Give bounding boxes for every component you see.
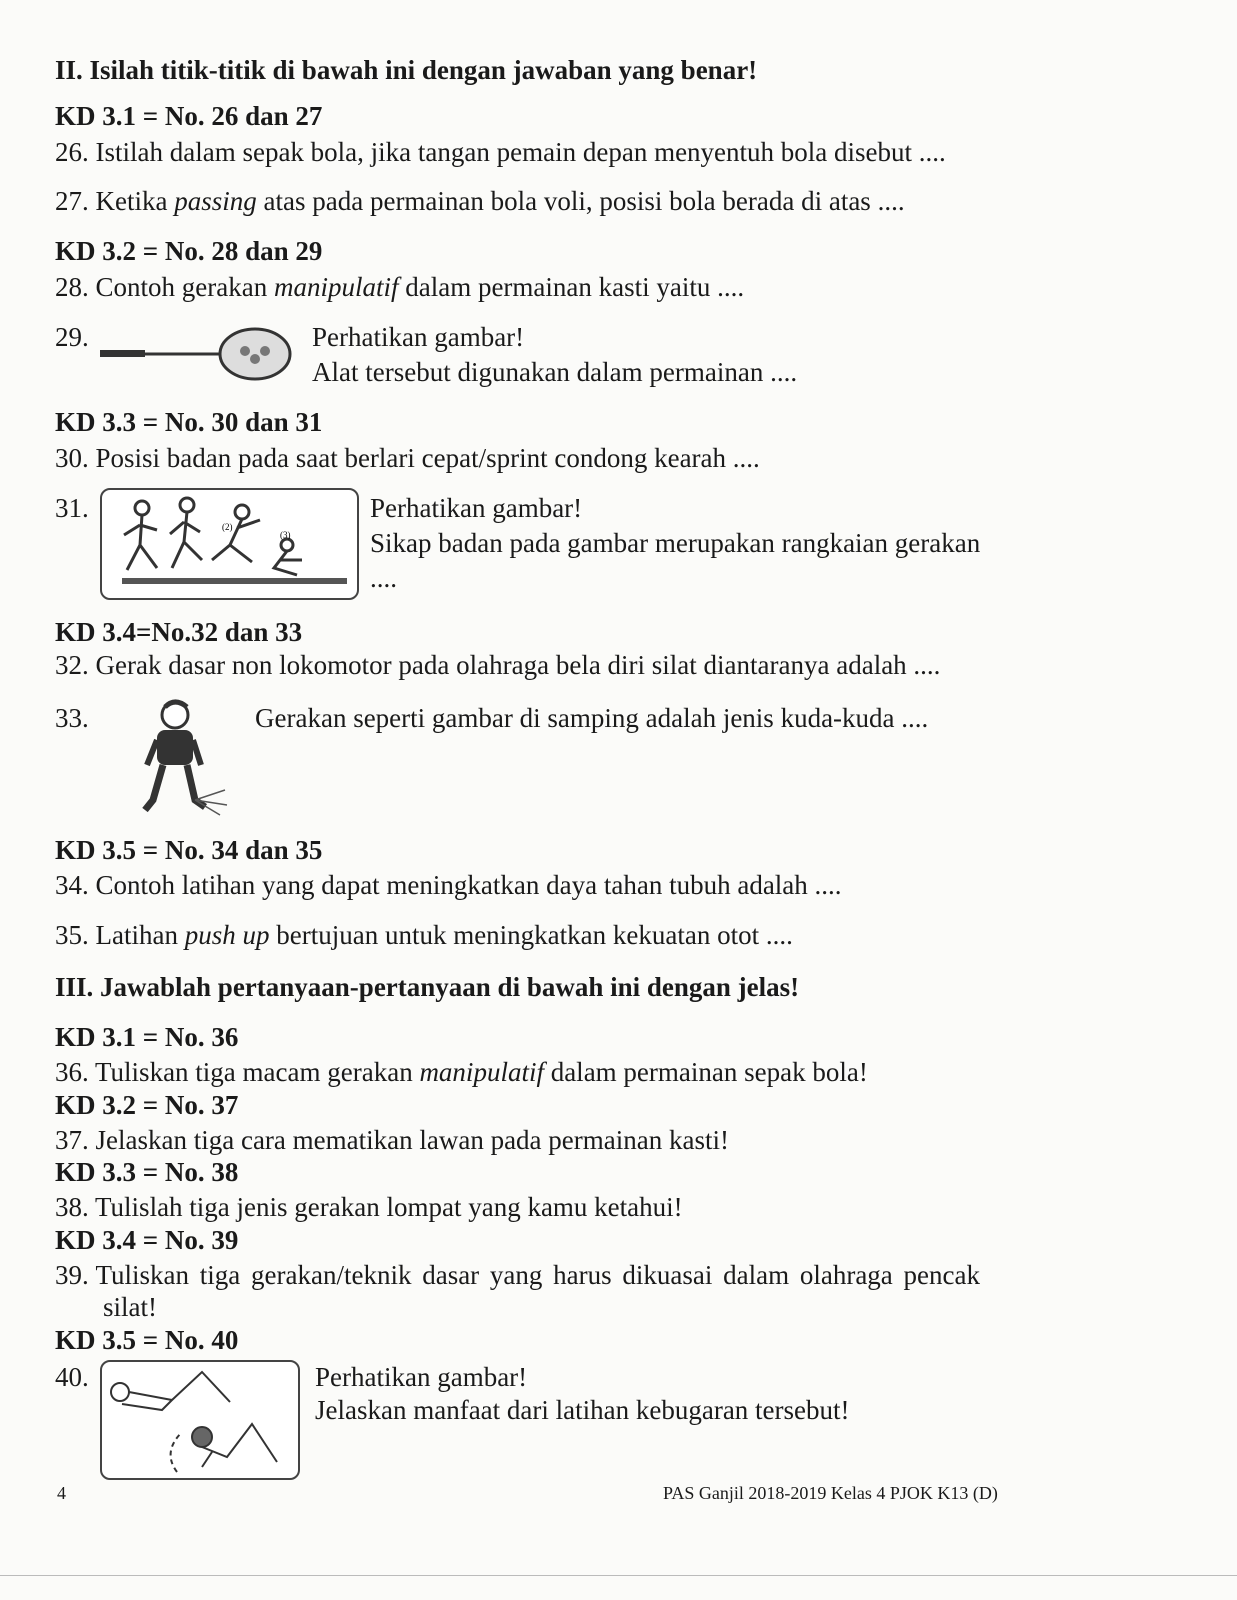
text: Contoh gerakan	[95, 272, 274, 302]
sit-up-image	[100, 1360, 300, 1480]
text: Latihan	[95, 920, 185, 950]
question-number: 35.	[55, 920, 89, 950]
question-30	[55, 442, 760, 474]
question-36	[55, 1056, 868, 1088]
text: dalam permainan kasti yaitu ....	[398, 272, 745, 302]
question-text: Posisi badan pada saat berlari cepat/sprint condong kearah ....	[95, 443, 760, 473]
kd-heading: KD 3.3 = No. 30 dan 31	[55, 407, 323, 437]
kd-heading: KD 3.4 = No. 39	[55, 1225, 239, 1255]
text: Tuliskan tiga macam gerakan	[95, 1057, 420, 1087]
italic-term: passing	[174, 186, 257, 216]
question-40-line2: Jelaskan manfaat dari latihan kebugaran tersebut!	[315, 1395, 850, 1425]
italic-term: manipulatif	[273, 272, 399, 302]
kd-heading: KD 3.1 = No. 26 dan 27	[55, 101, 323, 131]
kd-heading: KD 3.2 = No. 37	[55, 1090, 239, 1120]
question-31-line2: Sikap badan pada gambar merupakan rangkaian gerakan	[370, 528, 981, 558]
question-28	[55, 271, 744, 303]
question-text: Jelaskan tiga cara mematikan lawan pada permainan kasti!	[95, 1125, 729, 1155]
question-31-line3: ....	[370, 563, 397, 593]
text: Ketika	[95, 186, 175, 216]
question-number: 30.	[55, 443, 89, 473]
question-number: 34.	[55, 870, 89, 900]
question-33-text: Gerakan seperti gambar di samping adalah jenis kuda-kuda ....	[255, 703, 929, 733]
question-text: Istilah dalam sepak bola, jika tangan pemain depan menyentuh bola disebut ....	[95, 137, 946, 167]
kd-heading: KD 3.4=No.32 dan 33	[55, 617, 303, 647]
question-37	[55, 1124, 729, 1156]
question-26	[55, 136, 946, 168]
question-39	[55, 1259, 1003, 1291]
footer-title: PAS Ganjil 2018-2019 Kelas 4 PJOK K13 (D)	[663, 1483, 998, 1503]
long-jump-image	[100, 488, 359, 600]
question-27	[55, 185, 905, 217]
figure-label: (3)	[280, 530, 291, 540]
kd-heading: KD 3.2 = No. 28 dan 29	[55, 236, 323, 266]
section-2-heading: II. Isilah titik-titik di bawah ini dengan jawaban yang benar!	[55, 55, 758, 85]
kd-heading: KD 3.3 = No. 38	[55, 1157, 239, 1187]
question-number: 28.	[55, 272, 89, 302]
question-number: 26.	[55, 137, 89, 167]
text: bertujuan untuk meningkatkan kekuatan otot ....	[269, 920, 793, 950]
question-31-line1: Perhatikan gambar!	[370, 493, 583, 523]
question-38	[55, 1191, 683, 1223]
question-number: 33.	[55, 703, 89, 733]
question-29-line2: Alat tersebut digunakan dalam permainan ....	[312, 357, 798, 387]
question-number: 37.	[55, 1125, 89, 1155]
stance-figure-image	[135, 695, 235, 825]
page-number: 4	[57, 1483, 66, 1503]
question-40-line1: Perhatikan gambar!	[315, 1362, 528, 1392]
question-34	[55, 869, 842, 901]
question-number: 40.	[55, 1362, 89, 1392]
section-3-heading: III. Jawablah pertanyaan-pertanyaan di bawah ini dengan jelas!	[55, 972, 800, 1002]
figure-label: (2)	[222, 522, 233, 532]
question-35	[55, 919, 793, 951]
question-text: Tulislah tiga jenis gerakan lompat yang kamu ketahui!	[95, 1192, 683, 1222]
kd-heading: KD 3.5 = No. 34 dan 35	[55, 835, 323, 865]
badminton-racket-image	[100, 325, 295, 385]
page-edge-line	[0, 1575, 1237, 1576]
question-number: 32.	[55, 650, 89, 680]
question-text: Contoh latihan yang dapat meningkatkan daya tahan tubuh adalah ....	[95, 870, 842, 900]
question-number: 39.	[55, 1260, 89, 1290]
text: atas pada permainan bola voli, posisi bola berada di atas ....	[256, 186, 905, 216]
kd-heading: KD 3.1 = No. 36	[55, 1022, 239, 1052]
kd-heading: KD 3.5 = No. 40	[55, 1325, 239, 1355]
question-text: Tuliskan tiga gerakan/teknik dasar yang harus dikuasai dalam olahraga pencak	[95, 1260, 980, 1290]
question-29-line1: Perhatikan gambar!	[312, 322, 525, 352]
question-number: 31.	[55, 493, 89, 523]
question-39-line2: silat!	[103, 1292, 157, 1322]
question-number: 27.	[55, 186, 89, 216]
question-32	[55, 649, 940, 681]
question-number: 29.	[55, 322, 89, 352]
question-number: 38.	[55, 1192, 89, 1222]
question-text: Gerak dasar non lokomotor pada olahraga bela diri silat diantaranya adalah ....	[95, 650, 941, 680]
text: dalam permainan sepak bola!	[543, 1057, 868, 1087]
italic-term: push up	[184, 920, 270, 950]
italic-term: manipulatif	[419, 1057, 544, 1087]
question-number: 36.	[55, 1057, 89, 1087]
